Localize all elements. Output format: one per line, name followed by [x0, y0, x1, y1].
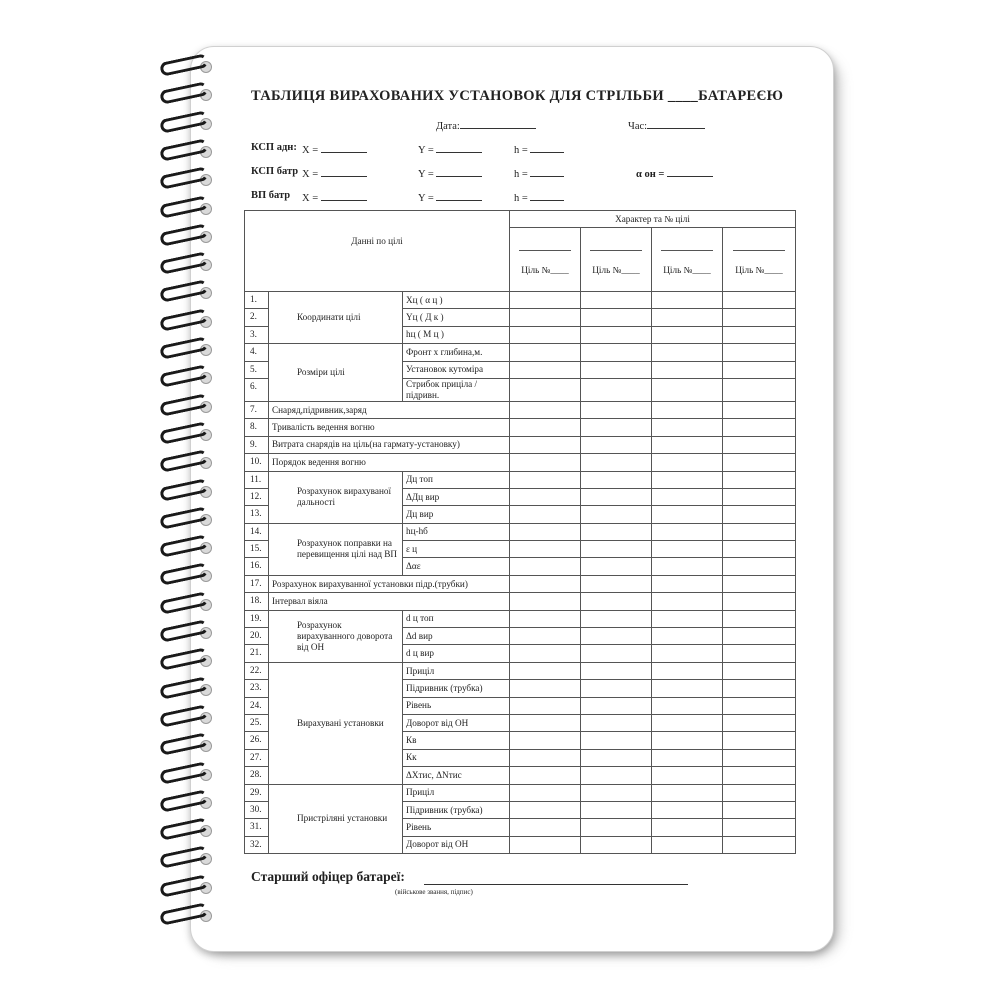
group-label: Координати цілі [269, 292, 403, 344]
sub-label: Xц ( α ц ) [403, 292, 510, 309]
target-cell[interactable] [581, 378, 652, 401]
vpbatr-x-field[interactable]: X = [302, 190, 367, 204]
kspbatr-label: КСП батр [251, 166, 299, 177]
target-cell[interactable] [723, 454, 796, 471]
target-cell[interactable] [652, 419, 723, 436]
target-cell[interactable] [581, 749, 652, 766]
target-cell[interactable] [723, 523, 796, 540]
target-cell[interactable] [581, 819, 652, 836]
target-cell[interactable] [723, 541, 796, 558]
target-cell[interactable] [723, 292, 796, 309]
spiral-coil [158, 369, 220, 385]
target-cell[interactable] [510, 628, 581, 645]
sub-label: Кв [403, 732, 510, 749]
target-cell[interactable] [510, 732, 581, 749]
target-cell[interactable] [652, 628, 723, 645]
sub-label: d ц вир [403, 645, 510, 662]
group-label: Розрахунок вирахуваної дальності [269, 471, 403, 523]
spiral-coil [158, 200, 220, 216]
target-cell[interactable] [723, 344, 796, 361]
spiral-coil [158, 143, 220, 159]
date-label: Дата: [436, 121, 460, 132]
sub-label: ΔДц вир [403, 488, 510, 505]
date-field[interactable] [436, 118, 536, 132]
row-number: 1. [245, 292, 269, 309]
target-cell[interactable] [581, 419, 652, 436]
row-number: 18. [245, 593, 269, 610]
target-cell[interactable] [652, 662, 723, 679]
table-row [245, 344, 796, 361]
target-cell[interactable] [723, 419, 796, 436]
table-row [245, 471, 796, 488]
target-cell[interactable] [652, 767, 723, 784]
row-number: 15. [245, 541, 269, 558]
target-cell[interactable] [510, 454, 581, 471]
spiral-coil [158, 652, 220, 668]
target-column-header[interactable]: Ціль №____ [652, 228, 723, 292]
row-label: Снаряд,підривник,заряд [269, 401, 510, 418]
row-number: 17. [245, 575, 269, 592]
spiral-coil [158, 681, 220, 697]
target-cell[interactable] [652, 593, 723, 610]
alpha-on-field[interactable]: α он = [636, 166, 713, 180]
target-cell[interactable] [510, 488, 581, 505]
target-cell[interactable] [723, 326, 796, 343]
target-cell[interactable] [510, 593, 581, 610]
target-cell[interactable] [652, 454, 723, 471]
target-column-header[interactable]: Ціль №____ [581, 228, 652, 292]
target-cell[interactable] [581, 454, 652, 471]
target-cell[interactable] [581, 784, 652, 801]
sub-label: Yц ( Д к ) [403, 309, 510, 326]
spiral-coil [158, 313, 220, 329]
target-cell[interactable] [723, 801, 796, 818]
spiral-coil [158, 115, 220, 131]
target-cell[interactable] [581, 506, 652, 523]
time-label: Час: [628, 121, 648, 132]
row-number: 16. [245, 558, 269, 575]
row-number: 4. [245, 344, 269, 361]
sub-label: Рівень [403, 697, 510, 714]
target-column-header[interactable]: Ціль №____ [510, 228, 581, 292]
spiral-coil [158, 709, 220, 725]
row-label: Тривалість ведення вогню [269, 419, 510, 436]
target-cell[interactable] [510, 610, 581, 627]
target-cell[interactable] [652, 558, 723, 575]
target-cell[interactable] [723, 401, 796, 418]
target-cell[interactable] [510, 819, 581, 836]
target-cell[interactable] [581, 836, 652, 853]
target-cell[interactable] [652, 309, 723, 326]
target-cell[interactable] [652, 610, 723, 627]
target-cell[interactable] [652, 378, 723, 401]
target-cell[interactable] [652, 732, 723, 749]
target-cell[interactable] [581, 488, 652, 505]
spiral-coil [158, 284, 220, 300]
target-cell[interactable] [510, 344, 581, 361]
sub-label: Кк [403, 749, 510, 766]
target-cell[interactable] [652, 541, 723, 558]
group-label: Розрахунок поправки на перевищення цілі над ВП [269, 523, 403, 575]
spiral-coil [158, 822, 220, 838]
sub-label: ΔXтис, ΔNтис [403, 767, 510, 784]
kspadn-label: КСП адн: [251, 142, 297, 153]
target-cell[interactable] [510, 575, 581, 592]
row-number: 11. [245, 471, 269, 488]
target-cell[interactable] [723, 714, 796, 731]
vpbatr-h-field[interactable]: h = [514, 190, 564, 204]
target-cell[interactable] [581, 436, 652, 453]
target-cell[interactable] [723, 784, 796, 801]
sub-label: Приціл [403, 784, 510, 801]
row-number: 27. [245, 749, 269, 766]
target-cell[interactable] [652, 436, 723, 453]
target-cell[interactable] [581, 801, 652, 818]
sub-label: Підривник (трубка) [403, 680, 510, 697]
target-cell[interactable] [723, 593, 796, 610]
target-cell[interactable] [652, 801, 723, 818]
target-cell[interactable] [652, 680, 723, 697]
spiral-coil [158, 511, 220, 527]
target-cell[interactable] [510, 680, 581, 697]
target-cell[interactable] [652, 714, 723, 731]
vpbatr-y-field[interactable]: Y = [418, 190, 482, 204]
table-row [245, 610, 796, 627]
target-cell[interactable] [723, 506, 796, 523]
sub-label: Дц топ [403, 471, 510, 488]
sub-label: Доворот від ОН [403, 836, 510, 853]
group-label: Пристріляні установки [269, 784, 403, 854]
target-cell[interactable] [723, 749, 796, 766]
settings-table [244, 210, 796, 854]
spiral-coil [158, 228, 220, 244]
row-number: 24. [245, 697, 269, 714]
target-cell[interactable] [510, 784, 581, 801]
target-cell[interactable] [723, 309, 796, 326]
row-number: 14. [245, 523, 269, 540]
sub-label: Стрибок приціла / підривн. [403, 378, 510, 401]
row-number: 13. [245, 506, 269, 523]
group-label: Вирахувані установки [269, 662, 403, 784]
target-cell[interactable] [723, 628, 796, 645]
spiral-coil [158, 86, 220, 102]
row-number: 6. [245, 378, 269, 401]
row-number: 25. [245, 714, 269, 731]
target-cell[interactable] [723, 471, 796, 488]
header-target-data: Данні по цілі [245, 211, 510, 292]
sub-label: Δαε [403, 558, 510, 575]
target-cell[interactable] [581, 575, 652, 592]
target-cell[interactable] [581, 680, 652, 697]
target-cell[interactable] [581, 628, 652, 645]
sub-label: Фронт х глибина,м. [403, 344, 510, 361]
target-cell[interactable] [510, 836, 581, 853]
spiral-coil [158, 624, 220, 640]
target-cell[interactable] [510, 645, 581, 662]
target-cell[interactable] [652, 292, 723, 309]
target-cell[interactable] [581, 697, 652, 714]
kspadn-x-field[interactable]: X = [302, 142, 367, 156]
spiral-coil [158, 766, 220, 782]
row-number: 12. [245, 488, 269, 505]
sub-label: d ц топ [403, 610, 510, 627]
target-cell[interactable] [652, 471, 723, 488]
target-cell[interactable] [723, 558, 796, 575]
target-cell[interactable] [510, 714, 581, 731]
table-row [245, 523, 796, 540]
spiral-coil [158, 567, 220, 583]
target-cell[interactable] [510, 471, 581, 488]
target-cell[interactable] [652, 361, 723, 378]
target-cell[interactable] [723, 836, 796, 853]
table-row [245, 292, 796, 309]
target-cell[interactable] [510, 326, 581, 343]
spiral-coil [158, 907, 220, 923]
row-number: 22. [245, 662, 269, 679]
row-number: 26. [245, 732, 269, 749]
sub-label: Дц вир [403, 506, 510, 523]
target-cell[interactable] [652, 784, 723, 801]
spiral-coil [158, 850, 220, 866]
table-row [245, 784, 796, 801]
spiral-coil [158, 596, 220, 612]
target-cell[interactable] [581, 732, 652, 749]
page-title: ТАБЛИЦЯ ВИРАХОВАНИХ УСТАНОВОК ДЛЯ СТРІЛЬБИ ____БАТАРЕЄЮ [251, 88, 784, 104]
table-row [245, 662, 796, 679]
row-number: 23. [245, 680, 269, 697]
target-cell[interactable] [652, 488, 723, 505]
target-cell[interactable] [652, 836, 723, 853]
sub-label: hц ( М ц ) [403, 326, 510, 343]
spiral-coil [158, 794, 220, 810]
target-cell[interactable] [510, 801, 581, 818]
target-cell[interactable] [581, 523, 652, 540]
kspadn-y-field[interactable]: Y = [418, 142, 482, 156]
target-cell[interactable] [510, 309, 581, 326]
target-cell[interactable] [581, 767, 652, 784]
vpbatr-label: ВП батр [251, 190, 291, 201]
target-cell[interactable] [510, 436, 581, 453]
row-number: 32. [245, 836, 269, 853]
target-cell[interactable] [510, 541, 581, 558]
table-row [245, 593, 796, 610]
target-cell[interactable] [581, 326, 652, 343]
target-cell[interactable] [581, 401, 652, 418]
sub-label: Рівень [403, 819, 510, 836]
table-row [245, 401, 796, 418]
row-number: 2. [245, 309, 269, 326]
sub-label: Доворот від ОН [403, 714, 510, 731]
target-cell[interactable] [723, 645, 796, 662]
spiral-coil [158, 398, 220, 414]
sub-label: Установок кутоміра [403, 361, 510, 378]
spiral-coil [158, 454, 220, 470]
target-cell[interactable] [581, 309, 652, 326]
target-cell[interactable] [723, 680, 796, 697]
target-cell[interactable] [581, 344, 652, 361]
table-row [245, 436, 796, 453]
spiral-coil [158, 539, 220, 555]
kspbatr-h-field[interactable]: h = [514, 166, 564, 180]
target-cell[interactable] [510, 361, 581, 378]
header-target-character: Характер та № цілі [510, 211, 796, 228]
target-cell[interactable] [723, 662, 796, 679]
row-number: 5. [245, 361, 269, 378]
target-cell[interactable] [723, 767, 796, 784]
target-cell[interactable] [581, 645, 652, 662]
row-number: 20. [245, 628, 269, 645]
target-cell[interactable] [581, 610, 652, 627]
target-cell[interactable] [652, 344, 723, 361]
row-number: 8. [245, 419, 269, 436]
target-cell[interactable] [510, 662, 581, 679]
target-cell[interactable] [510, 767, 581, 784]
spiral-coil [158, 58, 220, 74]
row-label: Інтервал віяла [269, 593, 510, 610]
target-cell[interactable] [510, 558, 581, 575]
spiral-coil [158, 341, 220, 357]
target-cell[interactable] [652, 401, 723, 418]
target-cell[interactable] [723, 436, 796, 453]
spiral-coil [158, 426, 220, 442]
signature-line[interactable] [424, 884, 688, 885]
target-cell[interactable] [652, 523, 723, 540]
target-cell[interactable] [581, 541, 652, 558]
spiral-coil [158, 737, 220, 753]
target-cell[interactable] [652, 697, 723, 714]
spiral-binding [158, 58, 228, 938]
kspbatr-x-field[interactable]: X = [302, 166, 367, 180]
row-number: 30. [245, 801, 269, 818]
target-cell[interactable] [581, 593, 652, 610]
row-number: 3. [245, 326, 269, 343]
target-cell[interactable] [510, 749, 581, 766]
target-cell[interactable] [652, 326, 723, 343]
target-cell[interactable] [510, 419, 581, 436]
target-cell[interactable] [510, 292, 581, 309]
target-cell[interactable] [510, 401, 581, 418]
target-cell[interactable] [723, 378, 796, 401]
target-cell[interactable] [652, 645, 723, 662]
sub-label: Приціл [403, 662, 510, 679]
target-cell[interactable] [652, 819, 723, 836]
sub-label: Δd вир [403, 628, 510, 645]
target-column-header[interactable]: Ціль №____ [723, 228, 796, 292]
target-cell[interactable] [723, 697, 796, 714]
target-cell[interactable] [652, 575, 723, 592]
target-cell[interactable] [652, 749, 723, 766]
row-number: 7. [245, 401, 269, 418]
table-row [245, 575, 796, 592]
row-number: 31. [245, 819, 269, 836]
spiral-coil [158, 256, 220, 272]
row-number: 29. [245, 784, 269, 801]
group-label: Розрахунок вирахуванного доворота від ОН [269, 610, 403, 662]
table-row [245, 454, 796, 471]
target-cell[interactable] [652, 506, 723, 523]
target-cell[interactable] [723, 819, 796, 836]
row-number: 10. [245, 454, 269, 471]
time-field[interactable] [628, 118, 705, 132]
sub-label: ε ц [403, 541, 510, 558]
kspbatr-y-field[interactable]: Y = [418, 166, 482, 180]
spiral-coil [158, 483, 220, 499]
kspadn-h-field[interactable]: h = [514, 142, 564, 156]
target-cell[interactable] [723, 361, 796, 378]
signature-sublabel: (військове звання, підпис) [395, 888, 473, 896]
target-cell[interactable] [581, 361, 652, 378]
target-cell[interactable] [723, 488, 796, 505]
row-number: 9. [245, 436, 269, 453]
target-cell[interactable] [723, 610, 796, 627]
target-cell[interactable] [510, 378, 581, 401]
target-cell[interactable] [581, 714, 652, 731]
row-number: 21. [245, 645, 269, 662]
sub-label: hц-hб [403, 523, 510, 540]
target-cell[interactable] [581, 662, 652, 679]
spiral-coil [158, 879, 220, 895]
senior-officer-label: Старший офіцер батареї: [251, 869, 405, 884]
row-label: Розрахунок вирахуванної установки підр.(трубки) [269, 575, 510, 592]
target-cell[interactable] [581, 292, 652, 309]
spiral-coil [158, 171, 220, 187]
group-label: Розміри цілі [269, 344, 403, 402]
row-label: Витрата снарядів на ціль(на гармату-установку) [269, 436, 510, 453]
row-number: 19. [245, 610, 269, 627]
row-number: 28. [245, 767, 269, 784]
target-cell[interactable] [581, 558, 652, 575]
target-cell[interactable] [581, 471, 652, 488]
target-cell[interactable] [510, 506, 581, 523]
row-label: Порядок ведення вогню [269, 454, 510, 471]
sub-label: Підривник (трубка) [403, 801, 510, 818]
target-cell[interactable] [723, 732, 796, 749]
target-cell[interactable] [510, 523, 581, 540]
table-row [245, 419, 796, 436]
target-cell[interactable] [510, 697, 581, 714]
target-cell[interactable] [723, 575, 796, 592]
